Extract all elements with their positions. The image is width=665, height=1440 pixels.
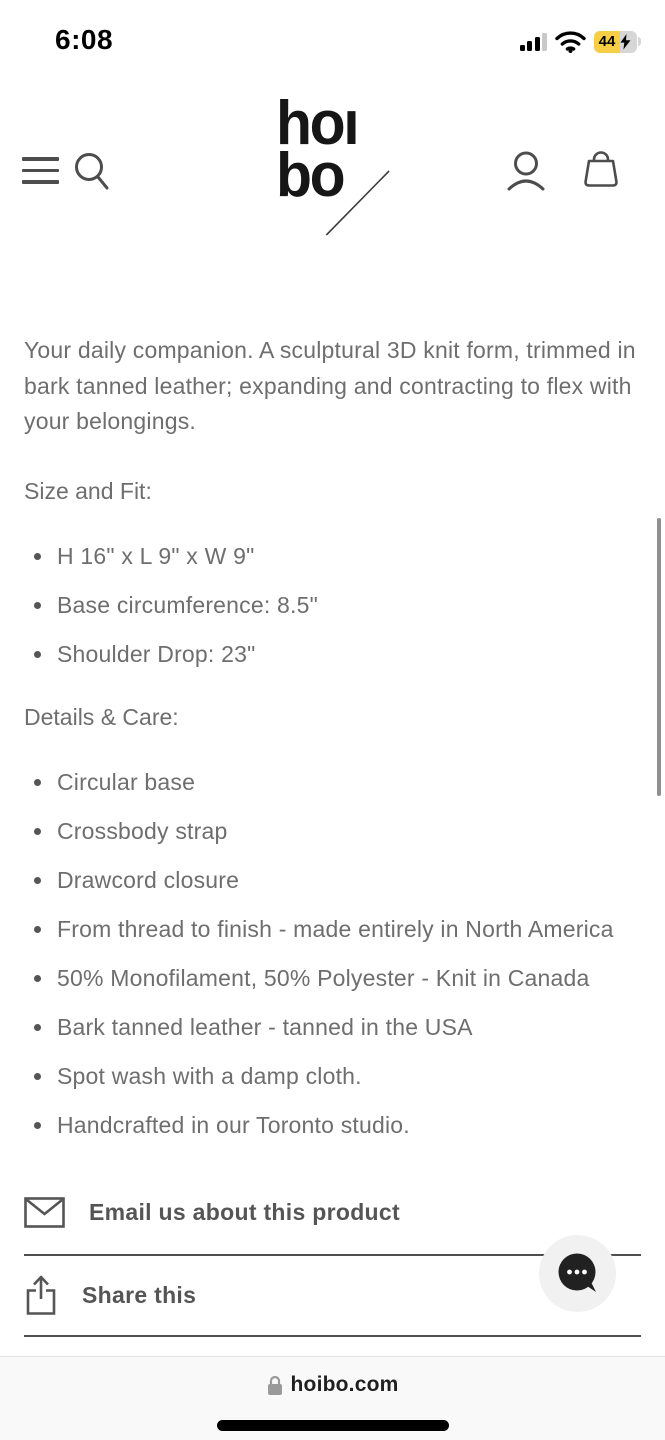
bag-icon bbox=[582, 148, 620, 190]
url-text: hoibo.com bbox=[290, 1373, 399, 1396]
account-icon bbox=[506, 150, 546, 192]
logo-line-1: hoı bbox=[276, 89, 358, 158]
list-item: Shoulder Drop: 23" bbox=[24, 643, 641, 666]
list-item: H 16" x L 9" x W 9" bbox=[24, 545, 641, 568]
battery-icon bbox=[594, 31, 641, 53]
intro-paragraph: Your daily companion. A sculptural 3D knit form, trimmed in bark tanned leather; expanding and contracting to flex with your belongings. bbox=[24, 337, 636, 434]
envelope-icon bbox=[24, 1197, 65, 1228]
cellular-signal-icon bbox=[520, 32, 548, 51]
list-item: 50% Monofilament, 50% Polyester - Knit in Canada bbox=[24, 967, 641, 990]
site-header bbox=[0, 90, 665, 270]
email-us-link[interactable] bbox=[24, 1172, 641, 1256]
lock-icon bbox=[267, 1375, 283, 1396]
scrollbar-thumb[interactable] bbox=[657, 518, 661, 796]
cart-button[interactable] bbox=[582, 148, 620, 190]
wifi-icon bbox=[555, 30, 586, 53]
search-icon bbox=[73, 151, 111, 195]
list-item: Spot wash with a damp cloth. bbox=[24, 1065, 641, 1088]
hoibo-logo[interactable] bbox=[276, 89, 419, 243]
menu-button[interactable] bbox=[22, 157, 59, 184]
chat-launcher-button[interactable] bbox=[539, 1235, 616, 1312]
charging-bolt-icon bbox=[620, 31, 637, 53]
details-care-list bbox=[24, 768, 641, 1138]
browser-bottom-bar bbox=[0, 1356, 665, 1440]
list-item: Bark tanned leather - tanned in the USA bbox=[24, 1016, 641, 1039]
status-icons bbox=[520, 30, 642, 53]
clock: 6:08 bbox=[55, 24, 114, 55]
home-indicator[interactable] bbox=[217, 1420, 449, 1431]
search-button[interactable] bbox=[73, 151, 111, 195]
list-item: From thread to finish - made entirely in North America bbox=[24, 918, 641, 941]
share-icon bbox=[24, 1275, 58, 1316]
size-fit-list bbox=[24, 542, 641, 667]
logo-line-2: bo bbox=[276, 141, 344, 210]
share-this-label: Share this bbox=[82, 1281, 197, 1308]
logo-slash bbox=[325, 170, 390, 236]
list-item: Base circumference: 8.5" bbox=[24, 594, 641, 617]
list-item: Drawcord closure bbox=[24, 869, 641, 892]
address-bar[interactable] bbox=[0, 1373, 665, 1397]
list-item: Circular base bbox=[24, 771, 641, 794]
size-fit-heading: Size and Fit: bbox=[24, 477, 152, 504]
chat-bubble-icon bbox=[555, 1251, 601, 1297]
email-us-label: Email us about this product bbox=[89, 1199, 400, 1225]
list-item: Crossbody strap bbox=[24, 820, 641, 843]
details-care-heading: Details & Care: bbox=[24, 703, 179, 730]
hamburger-menu-icon bbox=[22, 157, 59, 184]
battery-percent: 44 bbox=[594, 31, 620, 53]
account-button[interactable] bbox=[506, 150, 546, 192]
list-item: Handcrafted in our Toronto studio. bbox=[24, 1114, 641, 1137]
status-bar bbox=[0, 0, 665, 62]
product-description bbox=[24, 333, 641, 1337]
